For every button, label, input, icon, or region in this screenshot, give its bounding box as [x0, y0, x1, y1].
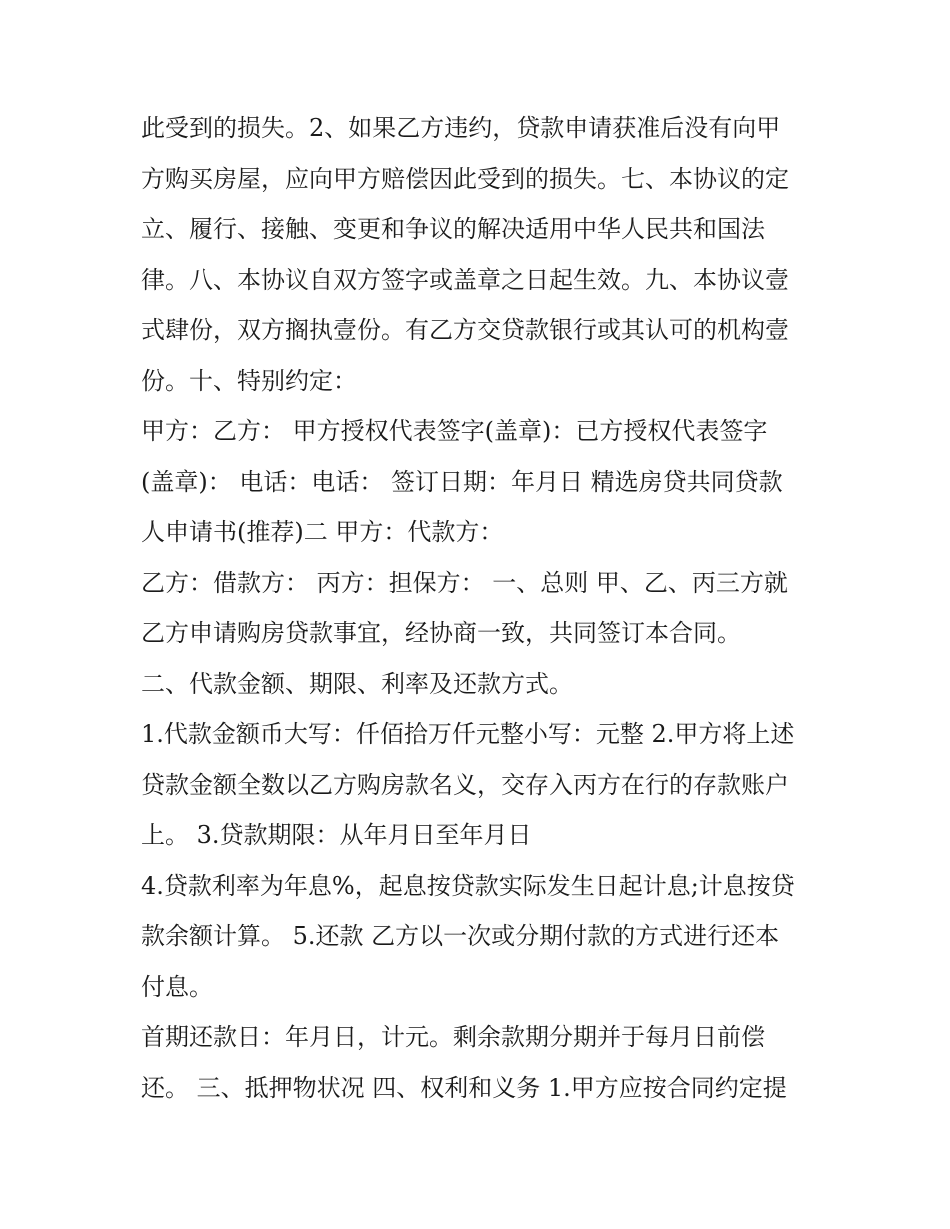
text-line: 人申请书(推荐)二 甲方：代款方： [141, 518, 504, 546]
text-line: (盖章)： 电话：电话： 签订日期：年月日 精选房贷共同贷款 [141, 467, 783, 496]
text-line: 方购买房屋，应向甲方赔偿因此受到的损失。七、本协议的定 [141, 164, 789, 193]
text-line: 甲方：乙方： 甲方授权代表签字(盖章)：已方授权代表签字 [141, 417, 768, 445]
text-line: 上。 3.贷款期限：从年月日至年月日 [141, 821, 532, 849]
text-line: 款余额计算。 5.还款 乙方以一次或分期付款的方式进行还本 [141, 922, 780, 950]
text-line: 贷款金额全数以乙方购房款名义，交存入丙方在行的存款账户 [141, 770, 789, 799]
text-line: 4.贷款利率为年息%，起息按贷款实际发生日起计息;计息按贷 [141, 871, 795, 900]
text-line: 律。八、本协议自双方签字或盖章之日起生效。九、本协议壹 [141, 265, 789, 294]
text-line: 乙方申请购房贷款事宜，经协商一致，共同签订本合同。 [141, 619, 741, 647]
text-line: 乙方：借款方： 丙方：担保方： 一、总则 甲、乙、丙三方就 [141, 568, 788, 597]
text-line: 1.代款金额币大写：仟佰拾万仟元整小写：元整 2.甲方将上述 [141, 720, 795, 748]
text-line: 付息。 [141, 972, 213, 1001]
text-line: 份。十、特别约定： [141, 366, 357, 395]
text-line: 还。 三、抵押物状况 四、权利和义务 1.甲方应按合同约定提 [141, 1073, 787, 1102]
text-line: 式肆份，双方搁执壹份。有乙方交贷款银行或其认可的机构壹 [141, 316, 789, 344]
text-line: 立、履行、接触、变更和争议的解决适用中华人民共和国法 [141, 215, 765, 243]
text-line: 此受到的损失。2、如果乙方违约，贷款申请获准后没有向甲 [141, 114, 781, 142]
document-body [141, 103, 821, 1113]
text-line: 首期还款日：年月日，计元。剩余款期分期并于每月日前偿 [141, 1023, 765, 1051]
text-line: 二、代款金额、期限、利率及还款方式。 [141, 669, 573, 698]
